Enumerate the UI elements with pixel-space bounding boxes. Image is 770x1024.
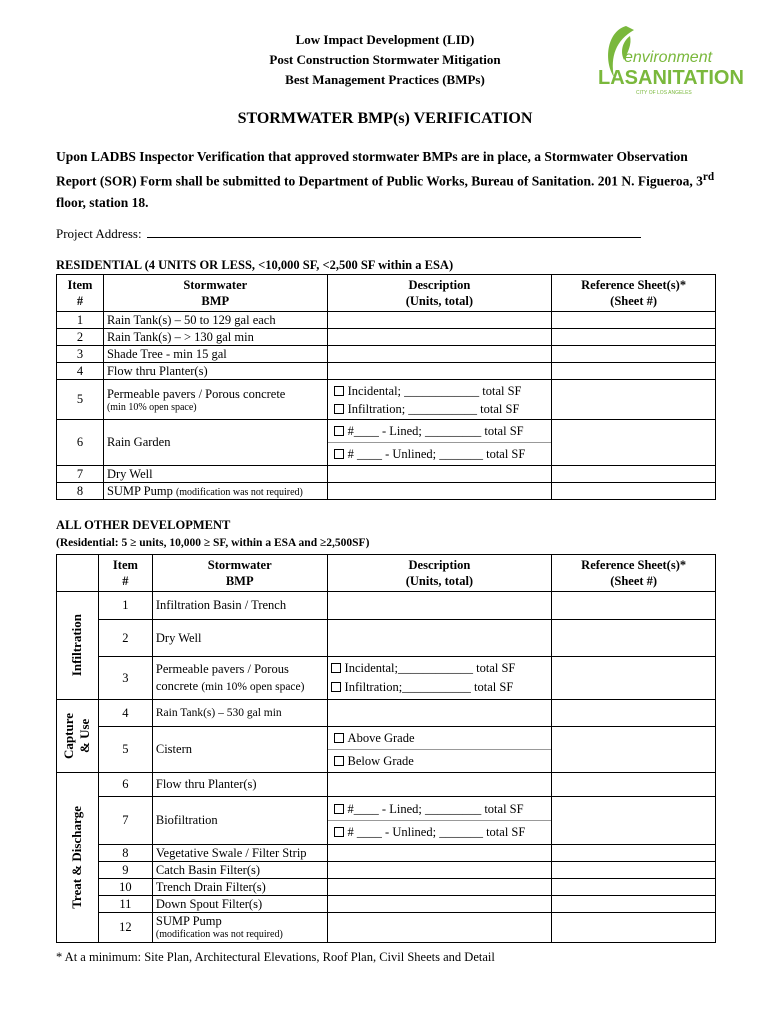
row-bmp: SUMP Pump (modification was not required) <box>103 483 327 500</box>
row-bmp: Rain Tank(s) – 50 to 129 gal each <box>103 312 327 329</box>
table-row <box>57 620 716 657</box>
intro-paragraph <box>56 146 716 213</box>
group-capture-use-label: Capture & Use <box>61 713 93 759</box>
header-item: Item # <box>57 275 104 312</box>
table-row <box>57 896 716 913</box>
unlined-checkbox-line[interactable]: # ____ - Unlined; _______ total SF <box>328 443 552 465</box>
row-description[interactable] <box>327 312 552 329</box>
above-grade-checkbox-line[interactable]: Above Grade <box>328 727 552 750</box>
table-row <box>57 363 716 380</box>
residential-section-title: RESIDENTIAL (4 UNITS OR LESS, <10,000 SF, <2,500 SF within a ESA) <box>56 258 454 272</box>
row-reference[interactable] <box>552 466 716 483</box>
table-row <box>57 657 716 700</box>
row-description <box>327 797 552 845</box>
checkbox-icon[interactable] <box>334 449 344 459</box>
infiltration-checkbox-line[interactable]: Infiltration;___________ total SF <box>328 678 552 697</box>
group-header-blank <box>57 555 99 592</box>
checkbox-icon[interactable] <box>334 426 344 436</box>
row-bmp: Rain Tank(s) – > 130 gal min <box>103 329 327 346</box>
row-description[interactable] <box>327 896 552 913</box>
row-description <box>327 380 552 420</box>
row-item-number: 7 <box>57 466 104 483</box>
other-section-subtitle: (Residential: 5 ≥ units, 10,000 ≥ SF, within a ESA and ≥2,500SF) <box>56 537 370 549</box>
project-address-label: Project Address: <box>56 226 142 241</box>
row-description <box>327 657 552 700</box>
row-description[interactable] <box>327 700 552 727</box>
row-reference[interactable] <box>552 329 716 346</box>
intro-text-2: floor, station 18. <box>56 194 149 210</box>
incidental-checkbox-line[interactable]: Incidental; ____________ total SF <box>328 382 552 400</box>
row-bmp: Shade Tree - min 15 gal <box>103 346 327 363</box>
row-bmp: Flow thru Planter(s) <box>152 773 327 797</box>
row-description[interactable] <box>327 592 552 620</box>
row-bmp: Down Spout Filter(s) <box>152 896 327 913</box>
group-capture-use <box>57 700 99 773</box>
row-item-number: 10 <box>98 879 152 896</box>
row-item-number: 9 <box>98 862 152 879</box>
row-bmp: Catch Basin Filter(s) <box>152 862 327 879</box>
row-item-number: 6 <box>98 773 152 797</box>
row-item-number: 2 <box>57 329 104 346</box>
row-description[interactable] <box>327 913 552 943</box>
row-description[interactable] <box>327 845 552 862</box>
page-title: STORMWATER BMP(s) VERIFICATION <box>237 110 533 127</box>
row-description[interactable] <box>327 879 552 896</box>
row-description[interactable] <box>327 620 552 657</box>
header-bmp: Stormwater BMP <box>152 555 327 592</box>
table-row <box>57 700 716 727</box>
row-description[interactable] <box>327 363 552 380</box>
header-reference: Reference Sheet(s)* (Sheet #) <box>552 555 716 592</box>
table-row <box>57 913 716 943</box>
table-header-row <box>57 555 716 592</box>
row-bmp: Permeable pavers / Porous concrete (min 10% open space) <box>152 657 327 700</box>
row-reference[interactable] <box>552 346 716 363</box>
incidental-checkbox-line[interactable]: Incidental;____________ total SF <box>328 659 552 678</box>
header-description: Description (Units, total) <box>327 275 552 312</box>
table-row <box>57 420 716 466</box>
row-bmp: SUMP Pump (modification was not required) <box>152 913 327 943</box>
row-item-number: 8 <box>98 845 152 862</box>
table-row <box>57 773 716 797</box>
row-item-number: 1 <box>98 592 152 620</box>
row-item-number: 4 <box>98 700 152 727</box>
logo-main-text: LASANITATION <box>598 67 744 89</box>
other-section-title: ALL OTHER DEVELOPMENT <box>56 518 231 532</box>
row-reference[interactable] <box>552 797 716 845</box>
header-line-1: Low Impact Development (LID) <box>295 32 475 47</box>
row-description[interactable] <box>327 862 552 879</box>
checkbox-icon[interactable] <box>334 733 344 743</box>
row-item-number: 2 <box>98 620 152 657</box>
header-line-3: Best Management Practices (BMPs) <box>285 72 485 87</box>
table-row <box>57 346 716 363</box>
row-description[interactable] <box>327 346 552 363</box>
row-description[interactable] <box>327 483 552 500</box>
header-item: Item # <box>98 555 152 592</box>
other-bmp-table <box>56 554 716 943</box>
row-reference[interactable] <box>552 913 716 943</box>
row-reference[interactable] <box>552 592 716 620</box>
row-item-number: 1 <box>57 312 104 329</box>
intro-sup: rd <box>702 171 715 183</box>
row-reference[interactable] <box>552 879 716 896</box>
table-row <box>57 483 716 500</box>
row-reference[interactable] <box>552 727 716 773</box>
group-treat-discharge <box>57 773 99 943</box>
header-line-2: Post Construction Stormwater Mitigation <box>269 52 501 67</box>
row-item-number: 11 <box>98 896 152 913</box>
la-sanitation-logo <box>596 22 744 100</box>
row-bmp: Flow thru Planter(s) <box>103 363 327 380</box>
row-bmp: Infiltration Basin / Trench <box>152 592 327 620</box>
row-description[interactable] <box>327 773 552 797</box>
table-row <box>57 592 716 620</box>
row-bmp: Dry Well <box>103 466 327 483</box>
header-description: Description (Units, total) <box>327 555 552 592</box>
row-description[interactable] <box>327 329 552 346</box>
checkbox-icon[interactable] <box>334 804 344 814</box>
infiltration-checkbox-line[interactable]: Infiltration; ___________ total SF <box>328 400 552 418</box>
row-reference[interactable] <box>552 420 716 466</box>
row-reference[interactable] <box>552 483 716 500</box>
checkbox-icon[interactable] <box>331 682 341 692</box>
row-item-number: 8 <box>57 483 104 500</box>
row-description[interactable] <box>327 466 552 483</box>
row-reference[interactable] <box>552 773 716 797</box>
row-reference[interactable] <box>552 620 716 657</box>
table-header-row <box>57 275 716 312</box>
table-row <box>57 879 716 896</box>
row-item-number: 3 <box>98 657 152 700</box>
row-item-number: 3 <box>57 346 104 363</box>
group-infiltration <box>57 592 99 700</box>
table-row <box>57 727 716 773</box>
row-item-number: 6 <box>57 420 104 466</box>
residential-bmp-table <box>56 274 716 500</box>
row-bmp: Biofiltration <box>152 797 327 845</box>
project-address-field[interactable] <box>147 225 641 238</box>
row-bmp: Cistern <box>152 727 327 773</box>
table-row <box>57 797 716 845</box>
row-bmp: Trench Drain Filter(s) <box>152 879 327 896</box>
row-item-number: 5 <box>98 727 152 773</box>
group-treat-discharge-label: Treat & Discharge <box>69 806 85 909</box>
header-reference: Reference Sheet(s)* (Sheet #) <box>552 275 716 312</box>
logo-top-text: environment <box>624 49 713 66</box>
table-row <box>57 466 716 483</box>
project-address-row <box>56 225 641 242</box>
checkbox-icon[interactable] <box>334 386 344 396</box>
row-description <box>327 420 552 466</box>
row-description <box>327 727 552 773</box>
row-bmp: Rain Garden <box>103 420 327 466</box>
row-item-number: 7 <box>98 797 152 845</box>
row-item-number: 5 <box>57 380 104 420</box>
table-row <box>57 380 716 420</box>
unlined-checkbox-line[interactable]: # ____ - Unlined; _______ total SF <box>328 821 552 843</box>
row-reference[interactable] <box>552 657 716 700</box>
row-bmp: Dry Well <box>152 620 327 657</box>
row-bmp: Vegetative Swale / Filter Strip <box>152 845 327 862</box>
table-row <box>57 329 716 346</box>
row-reference[interactable] <box>552 862 716 879</box>
row-reference[interactable] <box>552 380 716 420</box>
footnote: * At a minimum: Site Plan, Architectural Elevations, Roof Plan, Civil Sheets and Detail <box>56 950 495 964</box>
intro-text-1: Upon LADBS Inspector Verification that approved stormwater BMPs are in place, a Stormwater Observation Report (SOR) Form shall be submitted to Department of Public Works, Bureau of Sanitation. 201 N. Figueroa, 3 <box>56 149 703 189</box>
group-infiltration-label: Infiltration <box>69 614 85 677</box>
checkbox-icon[interactable] <box>334 756 344 766</box>
table-row <box>57 862 716 879</box>
row-item-number: 4 <box>57 363 104 380</box>
row-item-number: 12 <box>98 913 152 943</box>
table-row <box>57 845 716 862</box>
header-bmp: Stormwater BMP <box>103 275 327 312</box>
checkbox-icon[interactable] <box>334 404 344 414</box>
lined-checkbox-line[interactable]: #____ - Lined; _________ total SF <box>328 798 552 821</box>
row-reference[interactable] <box>552 363 716 380</box>
row-reference[interactable] <box>552 896 716 913</box>
lined-checkbox-line[interactable]: #____ - Lined; _________ total SF <box>328 420 552 443</box>
row-bmp: Permeable pavers / Porous concrete (min 10% open space) <box>103 380 327 420</box>
row-reference[interactable] <box>552 700 716 727</box>
row-reference[interactable] <box>552 312 716 329</box>
logo-sub-text: CITY OF LOS ANGELES <box>636 90 692 96</box>
row-bmp: Rain Tank(s) – 530 gal min <box>152 700 327 727</box>
table-row <box>57 312 716 329</box>
checkbox-icon[interactable] <box>334 827 344 837</box>
row-reference[interactable] <box>552 845 716 862</box>
checkbox-icon[interactable] <box>331 663 341 673</box>
below-grade-checkbox-line[interactable]: Below Grade <box>328 750 552 772</box>
